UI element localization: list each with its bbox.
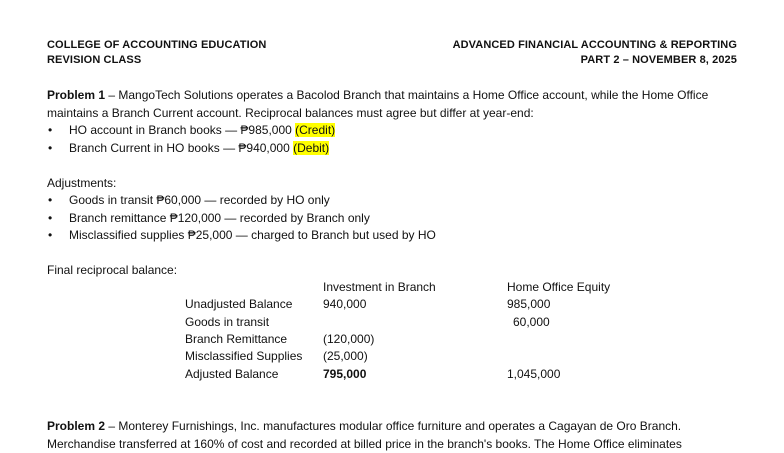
row-label: Misclassified Supplies <box>185 348 302 366</box>
course-title: ADVANCED FINANCIAL ACCOUNTING & REPORTING <box>453 38 737 53</box>
row-label: Branch Remittance <box>185 331 287 349</box>
equity-value: 60,000 <box>513 314 550 332</box>
row-label: Goods in transit <box>185 314 269 332</box>
investment-value: (120,000) <box>323 331 374 349</box>
bullet-text: Branch Current in HO books — ₱940,000 <box>69 141 293 155</box>
adjusted-equity-value: 1,045,000 <box>507 366 560 384</box>
problem1-label: Problem 1 <box>47 88 105 102</box>
column-header-investment: Investment in Branch <box>323 279 436 297</box>
adjusted-investment-value: 795,000 <box>323 366 366 384</box>
problem1-bullets <box>47 122 335 157</box>
list-item <box>47 192 436 210</box>
row-label: Adjusted Balance <box>185 366 278 384</box>
highlight-credit: (Credit) <box>295 123 335 137</box>
college-name: COLLEGE OF ACCOUNTING EDUCATION <box>47 38 266 53</box>
row-label: Unadjusted Balance <box>185 296 292 314</box>
problem2-label: Problem 2 <box>47 419 105 433</box>
bullet-icon: • <box>48 140 52 158</box>
problem1-paragraph <box>47 87 737 122</box>
column-header-equity: Home Office Equity <box>507 279 610 297</box>
list-item <box>47 210 436 228</box>
list-item <box>47 122 335 140</box>
problem2-line2: Merchandise transferred at 160% of cost and recorded at billed price in the branch's books. The Home Office eliminates <box>47 436 737 453</box>
adjustment-text: Goods in transit ₱60,000 — recorded by HO only <box>69 193 330 207</box>
problem1-text: – MangoTech Solutions operates a Bacolod Branch that maintains a Home Office account, while the Home Office maintains a Branch Current account. Reciprocal balances must agree but differ at year-end: <box>47 88 708 120</box>
investment-value: 940,000 <box>323 296 366 314</box>
problem2-text: – Monterey Furnishings, Inc. manufactures modular office furniture and operates a Cagayan de Oro Branch. <box>105 419 681 433</box>
bullet-icon: • <box>48 210 52 228</box>
investment-value: (25,000) <box>323 348 368 366</box>
class-name: REVISION CLASS <box>47 53 266 68</box>
bullet-icon: • <box>48 227 52 245</box>
equity-value: 985,000 <box>507 296 550 314</box>
final-heading: Final reciprocal balance: <box>47 262 737 280</box>
highlight-debit: (Debit) <box>293 141 329 155</box>
adjustment-text: Branch remittance ₱120,000 — recorded by Branch only <box>69 211 370 225</box>
part-date: PART 2 – NOVEMBER 8, 2025 <box>453 53 737 68</box>
header-right <box>453 38 737 68</box>
list-item <box>47 140 335 158</box>
adjustments-list <box>47 192 436 245</box>
adjustment-text: Misclassified supplies ₱25,000 — charged to Branch but used by HO <box>69 228 436 242</box>
problem2-paragraph <box>47 418 737 453</box>
header-left <box>47 38 266 68</box>
bullet-text: HO account in Branch books — ₱985,000 <box>69 123 295 137</box>
bullet-icon: • <box>48 122 52 140</box>
bullet-icon: • <box>48 192 52 210</box>
adjustments-heading: Adjustments: <box>47 175 737 193</box>
list-item <box>47 227 436 245</box>
